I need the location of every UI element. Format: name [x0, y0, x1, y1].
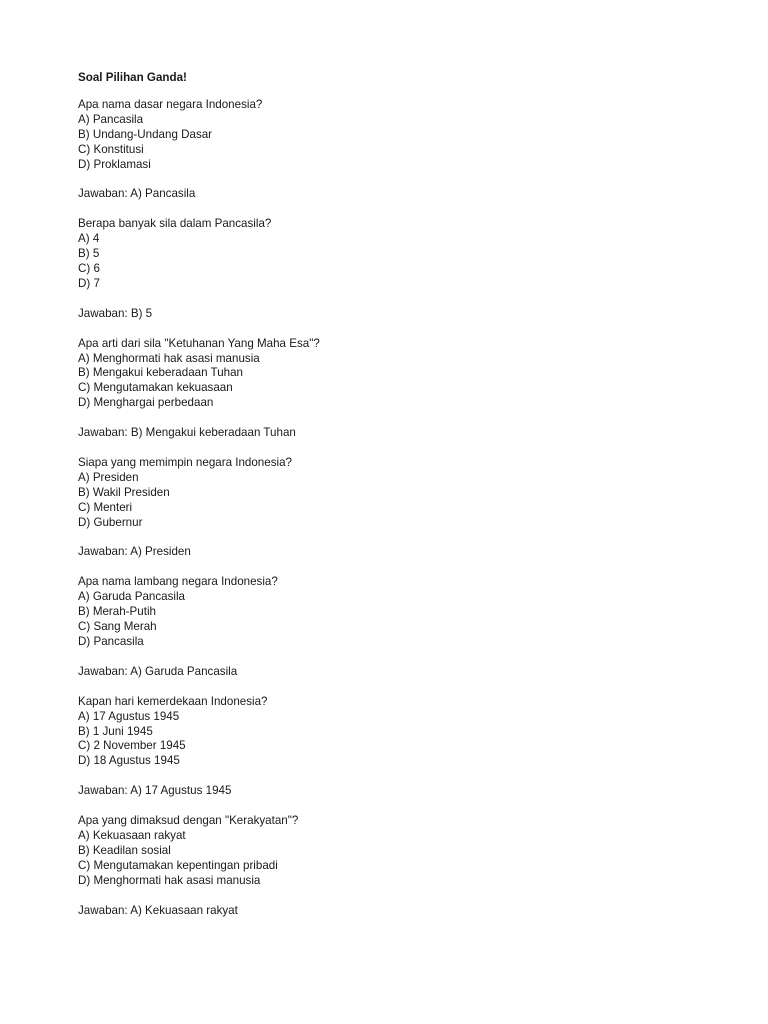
question-block — [78, 814, 698, 918]
answer-text: Jawaban: A) Pancasila — [78, 187, 196, 201]
question-block — [78, 456, 698, 560]
question-block — [78, 98, 698, 202]
option-b: B) Keadilan sosial — [78, 843, 171, 857]
question-text: Apa nama dasar negara Indonesia? — [78, 98, 263, 111]
option-c: C) Mengutamakan kepentingan pribadi — [78, 858, 278, 872]
question-block — [78, 217, 698, 321]
question-text: Apa arti dari sila "Ketuhanan Yang Maha Esa"? — [78, 336, 320, 350]
document-page — [78, 71, 698, 933]
question-text: Berapa banyak sila dalam Pancasila? — [78, 217, 272, 231]
document-title: Soal Pilihan Ganda! — [78, 71, 187, 84]
option-a: A) 4 — [78, 232, 100, 246]
question-block — [78, 695, 698, 799]
option-d: D) Gubernur — [78, 515, 143, 529]
answer-text: Jawaban: A) Presiden — [78, 545, 191, 559]
option-a: A) 17 Agustus 1945 — [78, 709, 180, 723]
option-d: D) Proklamasi — [78, 157, 151, 171]
option-b: B) Wakil Presiden — [78, 485, 170, 499]
answer-text: Jawaban: A) 17 Agustus 1945 — [78, 784, 232, 798]
option-b: B) 5 — [78, 247, 100, 261]
answer-text: Jawaban: A) Garuda Pancasila — [78, 664, 238, 678]
option-d: D) 18 Agustus 1945 — [78, 754, 180, 768]
option-a: A) Pancasila — [78, 112, 144, 126]
option-c: C) Mengutamakan kekuasaan — [78, 381, 233, 395]
answer-text: Jawaban: A) Kekuasaan rakyat — [78, 903, 238, 917]
option-b: B) 1 Juni 1945 — [78, 724, 153, 738]
option-b: B) Merah-Putih — [78, 605, 156, 619]
option-c: C) Sang Merah — [78, 620, 157, 634]
option-c: C) Konstitusi — [78, 142, 144, 156]
option-a: A) Presiden — [78, 470, 139, 484]
answer-text: Jawaban: B) Mengakui keberadaan Tuhan — [78, 426, 296, 440]
option-b: B) Mengakui keberadaan Tuhan — [78, 366, 244, 380]
question-text: Siapa yang memimpin negara Indonesia? — [78, 456, 292, 470]
option-d: D) Menghormati hak asasi manusia — [78, 873, 261, 887]
option-a: A) Kekuasaan rakyat — [78, 828, 186, 842]
option-c: C) 2 November 1945 — [78, 739, 186, 753]
question-text: Kapan hari kemerdekaan Indonesia? — [78, 694, 268, 708]
option-b: B) Undang-Undang Dasar — [78, 127, 213, 141]
question-text: Apa nama lambang negara Indonesia? — [78, 575, 278, 589]
question-text: Apa yang dimaksud dengan "Kerakyatan"? — [78, 814, 299, 828]
answer-text: Jawaban: B) 5 — [78, 306, 153, 320]
option-c: C) 6 — [78, 262, 100, 276]
question-block — [78, 575, 698, 679]
option-c: C) Menteri — [78, 500, 133, 514]
question-block — [78, 337, 698, 441]
option-d: D) Pancasila — [78, 634, 144, 648]
option-d: D) 7 — [78, 276, 100, 290]
option-a: A) Garuda Pancasila — [78, 590, 185, 604]
option-d: D) Menghargai perbedaan — [78, 396, 214, 410]
option-a: A) Menghormati hak asasi manusia — [78, 351, 260, 365]
